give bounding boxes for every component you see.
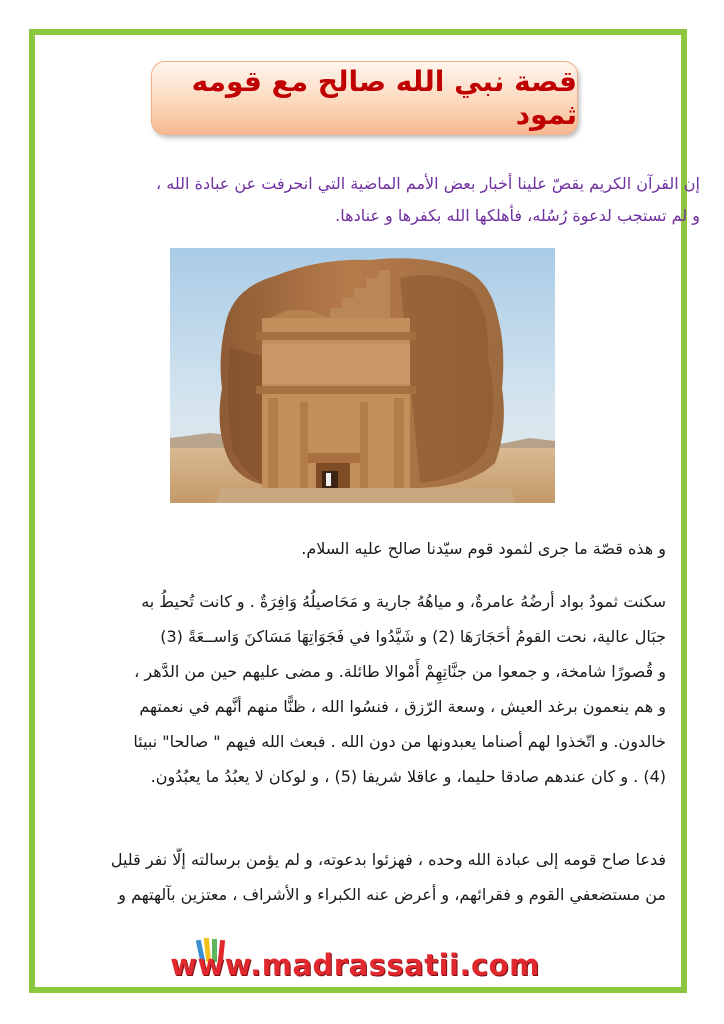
paragraph-line: و هم ينعمون برغد العيش ، وسعة الرّزق ، فنسُوا الله ، ظنًّا منهم أنَّهم في نعمتهم [139,697,666,716]
paragraph-line: و قُصورًا شامخة، و جمعوا من جنَّاتِهِمْ أَمْوالا طائلة. و مضى عليهم حين من الدَّهر ، [134,662,666,681]
paragraph-line: و هذه قصّة ما جرى لثمود قوم سيّدنا صالح عليه السلام. [301,539,666,558]
title-banner [151,61,578,135]
paragraph-line: خالدون. و اتّخذوا لهم أصناما يعبدونها من دون الله . فبعث الله فيهم " صالحا" نبيئا [133,732,666,751]
paragraph-line: (4) . و كان عندهم صادقا حليما، و عاقلا شريفا (5) ، و لوكان لا يعبُدُ ما يعبُدُون. [150,767,666,786]
paragraph-line: من مستضعفي القوم و فقرائهم، و أعرض عنه الكبراء و الأشراف ، معتزين بآلهتهم و [118,885,666,904]
paragraph-line: فدعا صاح قومه إلى عبادة الله وحده ، فهزئوا بدعوته، و لم يؤمن برسالته إلّا نفر قليل [110,850,666,869]
website-footer[interactable] [170,945,540,985]
intro-line: إن القرآن الكريم يقصّ علينا أخبار بعض الأمم الماضية التي انحرفت عن عبادة الله ، [156,174,700,193]
website-link[interactable]: www.madrassatii.com [170,948,540,982]
photo-illustration [170,248,555,503]
story-intro-sentence [90,534,666,564]
intro-paragraph [150,168,700,232]
story-paragraph-call [90,842,666,912]
story-paragraph-thamud [90,584,666,794]
rock-tomb-photo [170,248,555,503]
page-title: قصة نبي الله صالح مع قومه ثمود [191,65,577,131]
paragraph-line: جبَال عالية، نحت القومُ أحَجَارَهَا (2) و شَيَّدُوا في فَجَوَاتِهَا مَسَاكنَ وَاســعَةً (3) [160,627,666,646]
intro-line: و لم تستجب لدعوة رُسُله، فأهلكها الله بكفرها و عنادها. [335,206,700,225]
paragraph-line: سكنت ثمودُ بواد أرضُهُ عامرةٌ، و مياهُهُ جارية و مَحَاصيلُهُ وَافِرَةٌ . و كانت تُحيطُ به [141,592,666,611]
